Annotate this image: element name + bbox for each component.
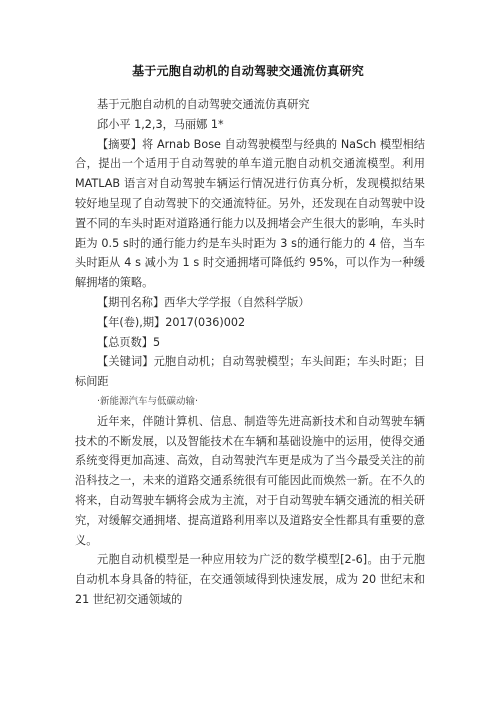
document-body	[75, 95, 425, 610]
paper-abstract: 【摘要】将 Arnab Bose 自动驾驶模型与经典的 NaSch 模型相结合，提出一个适用于自动驾驶的单车道元胞自动机交通流模型。利用 MATLAB 语言对自动驾驶车辆运行情况进行仿真分析，发现模拟结果较好地呈现了自动驾驶下的交通流特征。另外，还发现在自动驾驶中设置不同的车头时距对道路通行能力以及拥堵会产生很大的影响，车头时距为 0.5 s时的通行能力约是车头时距为 3 s的通行能力的 4 倍，当车头时距从 4 s 减小为 1 s 时交通拥堵可降低约 95%，可以作为一种缓解拥堵的策略。	[75, 137, 425, 290]
year-volume-issue: 【年(卷),期】2017(036)002	[97, 315, 246, 329]
body-paragraph-2: 元胞自动机模型是一种应用较为广泛的数学模型[2-6]。由于元胞自动机本身具备的特征，在交通领域得到快速发展，成为 20 世纪末和 21 世纪初交通领域的	[75, 553, 425, 606]
paper-authors: 邱小平 1,2,3，马丽娜 1*	[97, 117, 224, 131]
body-paragraph-1: 近年来，伴随计算机、信息、制造等先进高新技术和自动驾驶车辆技术的不断发展，以及智能技术在车辆和基础设施中的运用，使得交通系统变得更加高速、高效，自动驾驶汽车更是成为了当今最受关注的前沿科技之一，未来的道路交通系统很有可能因此而焕然一新。在不久的将来，自动驾驶车辆将会成为主流，对于自动驾驶车辆交通流的相关研究，对缓解交通拥堵、提高道路利用率以及道路安全性都具有重要的意义。	[75, 414, 425, 547]
journal-name: 【期刊名称】西华大学学报（自然科学版）	[97, 295, 310, 309]
section-tag: ·新能源汽车与低碳动输·	[97, 395, 199, 407]
keywords: 【关键词】元胞自动机；自动驾驶模型；车头间距；车头时距；目标间距	[75, 355, 425, 389]
document-title: 基于元胞自动机的自动驾驶交通流仿真研究	[132, 64, 364, 78]
paper-subtitle: 基于元胞自动机的自动驾驶交通流仿真研究	[97, 98, 310, 111]
page-count: 【总页数】5	[97, 335, 161, 349]
